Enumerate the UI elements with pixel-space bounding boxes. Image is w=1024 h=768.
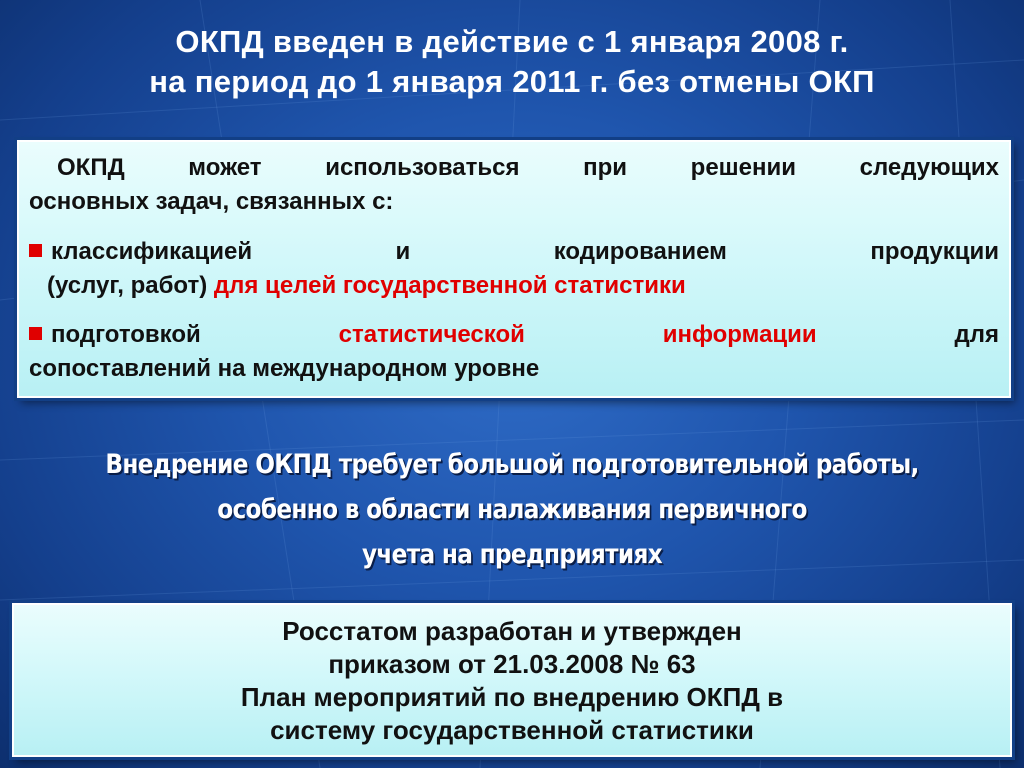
- bullet-1-highlight: для целей государственной статистики: [213, 272, 686, 299]
- bullet-2-line-2: сопоставлений на международном уровне: [29, 355, 540, 382]
- bullet-1-line-1: [29, 235, 999, 269]
- plan-text: [14, 615, 1010, 747]
- plan-line-2: приказом от 21.03.2008 № 63: [328, 649, 696, 679]
- implementation-note: [72, 442, 953, 577]
- bullet-1-text-cont: (услуг, работ): [47, 272, 214, 299]
- bullet-2-word-4: для: [954, 321, 1000, 348]
- rosstat-plan-box: [12, 603, 1012, 757]
- bullet-2-word-2: статистической: [338, 321, 525, 348]
- tasks-box: [17, 140, 1011, 398]
- intro-line-2: основных задач, связанных с:: [29, 188, 394, 215]
- note-line-3: учета на предприятиях: [361, 539, 663, 570]
- bullet-2-word-1: подготовкой: [51, 321, 201, 348]
- bullet-2-line-1: [29, 318, 999, 352]
- slide-title: [0, 22, 1024, 102]
- note-line-2: особенно в области налаживания первичного: [217, 494, 807, 525]
- intro-line-1: ОКПД может использоваться при решении следующих: [57, 154, 999, 181]
- note-line-1: Внедрение ОКПД требует большой подготовительной работы,: [105, 449, 919, 480]
- title-line-1: ОКПД введен в действие с 1 января 2008 г.: [175, 24, 849, 59]
- bullet-2-word-3: информации: [662, 321, 817, 348]
- bullet-square-icon: [29, 327, 42, 340]
- bullet-1-line-2: [29, 269, 999, 303]
- plan-line-3: План мероприятий по внедрению ОКПД в: [240, 682, 784, 712]
- bullet-1-text: классификацией и кодированием продукции: [51, 238, 999, 265]
- plan-line-1: Росстатом разработан и утвержден: [282, 616, 742, 646]
- title-line-2: на период до 1 января 2011 г. без отмены ОКП: [149, 64, 875, 99]
- bullet-square-icon: [29, 244, 42, 257]
- plan-line-4: систему государственной статистики: [270, 715, 754, 745]
